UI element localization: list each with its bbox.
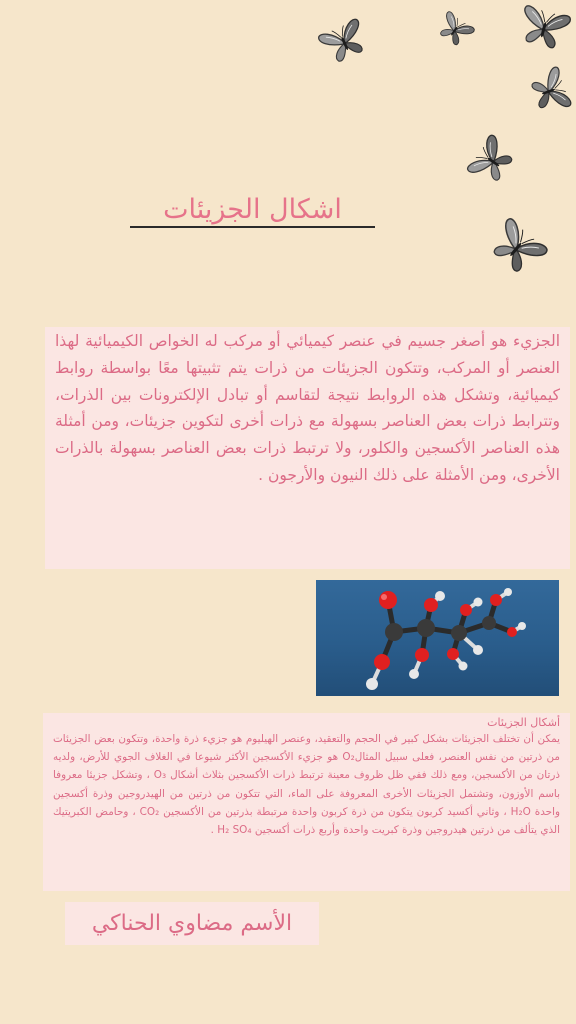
info-title: أشكال الجزيئات xyxy=(487,716,560,729)
definition-paragraph: الجزيء هو أصغر جسيم في عنصر كيميائي أو مركب له الخواص الكيميائية لهذا العنصر أو المركب، وتتكون الجزيئات من ذرات يتم تثبيتها معًا بواسطة روابط كيميائية، وتشكل هذه الروابط نتيجة لتقاسم أو تبادل الإلكترونات بين الذرات، وتترابط ذرات بعض العناصر بسهولة مع ذرات أخرى لتكوين جزيئات، ومن أمثلة هذه العناصر الأكسجين والكلور، ولا ترتبط ذرات بعض العناصر بسهولة بالذرات الأخرى، ومن الأمثلة على ذلك النيون والأرجون . xyxy=(55,332,560,484)
page-title: اشكال الجزيئات xyxy=(163,194,342,225)
molecule-illustration xyxy=(316,580,559,696)
definition-box xyxy=(45,327,570,569)
info-box xyxy=(43,713,570,891)
butterfly-icon xyxy=(521,62,576,121)
butterfly-icon xyxy=(461,129,523,192)
butterfly-icon xyxy=(430,5,480,55)
title-underline xyxy=(130,226,375,228)
butterfly-icon xyxy=(513,0,576,58)
info-paragraph: يمكن أن تختلف الجزيئات بشكل كبير في الحجم والتعقيد، وعنصر الهيليوم هو جزيء ذرة واحدة، وتتكون بعض الجزيئات من ذرتين من نفس العنصر، فعلى سبيل المثالO₂ هو جزيء الأكسجين الأكثر شيوعا في الغلاف الجوي للأرض، ولديه ذرتان من الأكسجين، ومع ذلك ففي ظل ظروف معينة ترتبط ذرات الأكسجين بثلاث أشكال O₃ ، وتشكل جزيئا معروفا باسم الأوزون، وتشتمل الجزيئات الأخرى المعروفة على الماء، التي تتكون من ذرتين من الهيدروجين وذرة أكسجين واحدة H₂O ، وثاني أكسيد كربون يتكون من ذرة كربون واحدة مرتبطة بذرتين من الأكسجين CO₂ ، وحامض الكبريتيك الذي يتألف من ذرتين هيدروجين وذرة كبريت واحدة وأربع ذرات أكسجين H₂ SO₄ . xyxy=(53,733,561,837)
butterfly-icon xyxy=(480,212,554,285)
butterfly-icon xyxy=(313,12,375,72)
author-name: الأسم مضاوي الحناكي xyxy=(65,902,319,945)
